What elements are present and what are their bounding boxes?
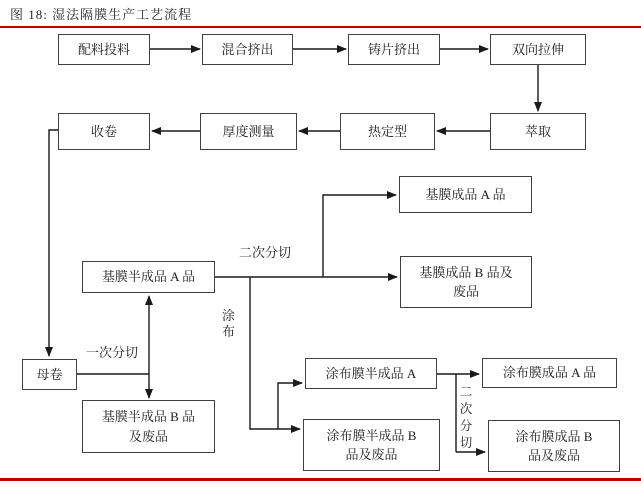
node-coated-film-semi-b-waste (303, 419, 440, 471)
node-thickness-measurement: 厚度测量 (200, 113, 297, 150)
node-line: 废品 (452, 284, 479, 299)
figure-title: 图 18: 湿法隔膜生产工艺流程 (10, 7, 193, 22)
node-base-film-semi-a: 基膜半成品 A 品 (82, 261, 215, 293)
node-mixing-extrusion: 混合挤出 (202, 34, 293, 65)
node-line: 涂布膜成品 B (515, 428, 593, 444)
node-winding: 收卷 (58, 113, 150, 150)
node-extraction: 萃取 (490, 113, 586, 150)
node-coated-film-grade-a: 涂布膜成品 A 品 (482, 358, 617, 388)
node-mother-roll: 母卷 (22, 359, 77, 390)
node-line: 基膜半成品 B 品 (101, 409, 196, 424)
node-base-film-grade-a: 基膜成品 A 品 (399, 176, 532, 213)
label-primary-slitting: 一次分切 (86, 345, 139, 360)
node-line: 品及废品 (527, 448, 580, 463)
node-batching-feeding: 配料投料 (58, 34, 150, 65)
node-base-film-semi-b-waste (82, 400, 215, 453)
node-coated-film-grade-b-waste (488, 420, 620, 472)
label-secondary-slitting-top: 二次分切 (239, 245, 292, 260)
node-line: 及废品 (128, 428, 168, 444)
node-base-film-grade-b-waste (400, 256, 532, 308)
node-cast-sheet-extrusion: 铸片挤出 (348, 34, 440, 65)
node-line: 涂布膜半成品 B (326, 427, 417, 443)
node-heat-setting: 热定型 (340, 113, 435, 150)
node-biaxial-stretching: 双向拉伸 (490, 34, 586, 65)
label-coating: 涂布 (221, 308, 235, 339)
node-line: 基膜成品 B 品及 (419, 264, 513, 280)
node-coated-film-semi-a: 涂布膜半成品 A (305, 358, 437, 389)
label-secondary-slitting-right: 二次分切 (459, 385, 473, 450)
node-line: 品及废品 (345, 447, 398, 462)
